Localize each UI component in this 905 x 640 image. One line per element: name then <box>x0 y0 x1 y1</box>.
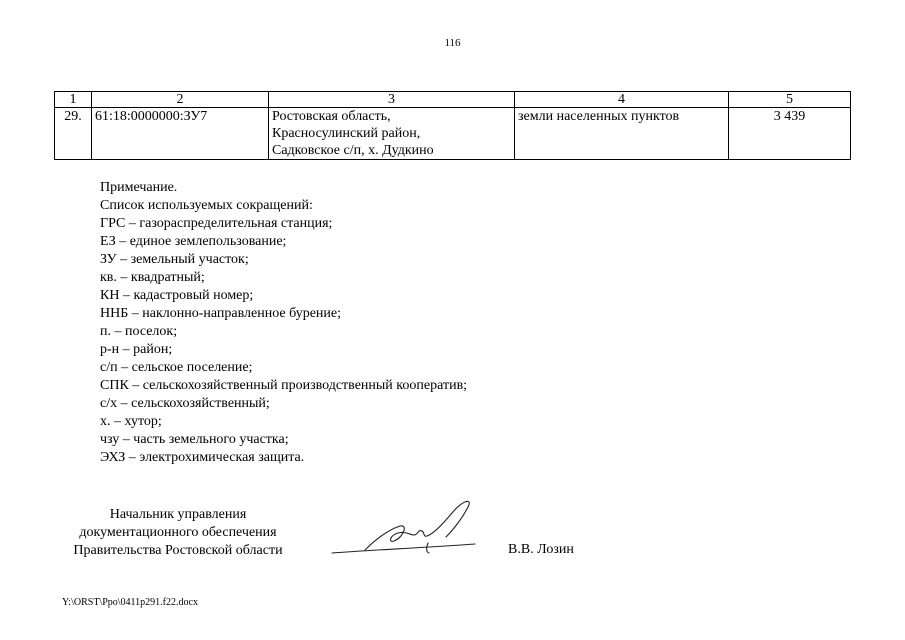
abbreviation-item: чзу – часть земельного участка; <box>100 432 289 447</box>
signer-title <box>60 506 296 560</box>
address-cell <box>269 108 515 160</box>
row-number: 29. <box>55 108 92 160</box>
abbreviation-item: ГРС – газораспределительная станция; <box>100 216 333 231</box>
document-file-path: Y:\ORST\Ppo\0411p291.f22.docx <box>62 597 198 608</box>
area-value: 3 439 <box>729 108 851 160</box>
column-header: 5 <box>729 92 851 108</box>
signer-name: В.В. Лозин <box>508 542 574 557</box>
abbreviation-item: ЭХЗ – электрохимическая защита. <box>100 450 305 465</box>
abbreviation-item: кв. – квадратный; <box>100 270 205 285</box>
abbreviation-item: СПК – сельскохозяйственный производственный кооператив; <box>100 378 468 393</box>
land-category: земли населенных пунктов <box>515 108 729 160</box>
abbreviations-title: Список используемых сокращений: <box>100 198 313 213</box>
cadastral-number: 61:18:0000000:ЗУ7 <box>92 108 269 160</box>
land-plots-table <box>54 91 851 160</box>
column-header: 2 <box>92 92 269 108</box>
column-header: 4 <box>515 92 729 108</box>
abbreviation-item: ЕЗ – единое землепользование; <box>100 234 287 249</box>
abbreviation-item: ЗУ – земельный участок; <box>100 252 249 267</box>
abbreviation-item: ННБ – наклонно-направленное бурение; <box>100 306 342 321</box>
signer-title-line: Начальник управления <box>109 507 247 522</box>
abbreviation-item: с/п – сельское поселение; <box>100 360 253 375</box>
address-line: Садковское с/п, х. Дудкино <box>272 143 434 158</box>
abbreviation-item: с/х – сельскохозяйственный; <box>100 396 270 411</box>
abbreviation-item: р-н – район; <box>100 342 173 357</box>
notes-title: Примечание. <box>100 180 178 195</box>
address-line: Ростовская область, <box>272 109 391 124</box>
handwritten-signature <box>330 495 490 560</box>
column-header: 1 <box>55 92 92 108</box>
notes-section <box>100 179 467 467</box>
page-number: 116 <box>444 37 461 49</box>
abbreviation-item: п. – поселок; <box>100 324 178 339</box>
abbreviation-item: х. – хутор; <box>100 414 162 429</box>
table-header-row <box>55 92 851 108</box>
signer-title-line: документационного обеспечения <box>79 525 277 540</box>
signer-title-line: Правительства Ростовской области <box>73 543 283 558</box>
table-row <box>55 108 851 160</box>
column-header: 3 <box>269 92 515 108</box>
address-line: Красносулинский район, <box>272 126 421 141</box>
abbreviation-item: КН – кадастровый номер; <box>100 288 254 303</box>
